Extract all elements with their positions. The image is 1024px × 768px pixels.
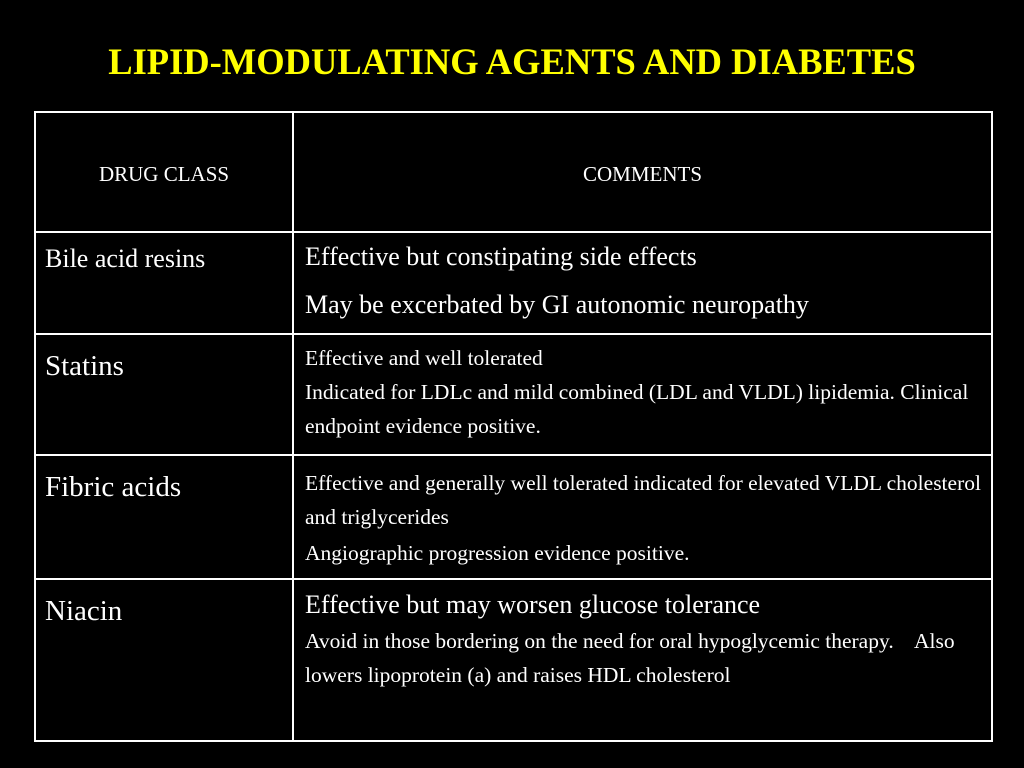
- comments-cell: [293, 579, 992, 741]
- drug-class-label: Bile acid resins: [45, 244, 206, 273]
- table-row: [35, 579, 992, 741]
- header-drug-class: DRUG CLASS: [35, 112, 293, 232]
- comment-text: Effective and generally well tolerated indicated for elevated VLDL cholesterol and triglycerides: [305, 471, 981, 529]
- slide-title: LIPID-MODULATING AGENTS AND DIABETES: [108, 41, 916, 82]
- table-row: [35, 232, 992, 334]
- comment-text: Effective but may worsen glucose tolerance: [305, 590, 761, 619]
- table-row: [35, 334, 992, 455]
- drug-class-cell: [35, 579, 293, 741]
- drug-class-cell: [35, 232, 293, 334]
- header-comments: COMMENTS: [293, 112, 992, 232]
- comments-cell: [293, 334, 992, 455]
- comment-text: May be excerbated by GI autonomic neuropathy: [305, 290, 809, 319]
- drug-class-label: Niacin: [45, 595, 123, 627]
- comments-cell: [293, 232, 992, 334]
- comments-cell: [293, 455, 992, 579]
- table-row: [35, 455, 992, 579]
- drug-class-cell: [35, 455, 293, 579]
- comment-text: Indicated for LDLc and mild combined (LDL and VLDL) lipidemia. Clinical endpoint evidence positive.: [305, 380, 969, 438]
- drug-class-label: Fibric acids: [45, 471, 182, 503]
- comment-text: Effective and well tolerated: [305, 346, 543, 370]
- comment-text: Effective but constipating side effects: [305, 242, 697, 271]
- comment-text: Avoid in those bordering on the need for oral hypoglycemic therapy. Also lowers lipoprotein (a) and raises HDL cholesterol: [305, 629, 960, 687]
- drug-class-table: [34, 111, 993, 742]
- drug-class-label: Statins: [45, 350, 124, 382]
- comment-text: Angiographic progression evidence positive.: [305, 541, 690, 565]
- table-header-row: [35, 112, 992, 232]
- drug-class-cell: [35, 334, 293, 455]
